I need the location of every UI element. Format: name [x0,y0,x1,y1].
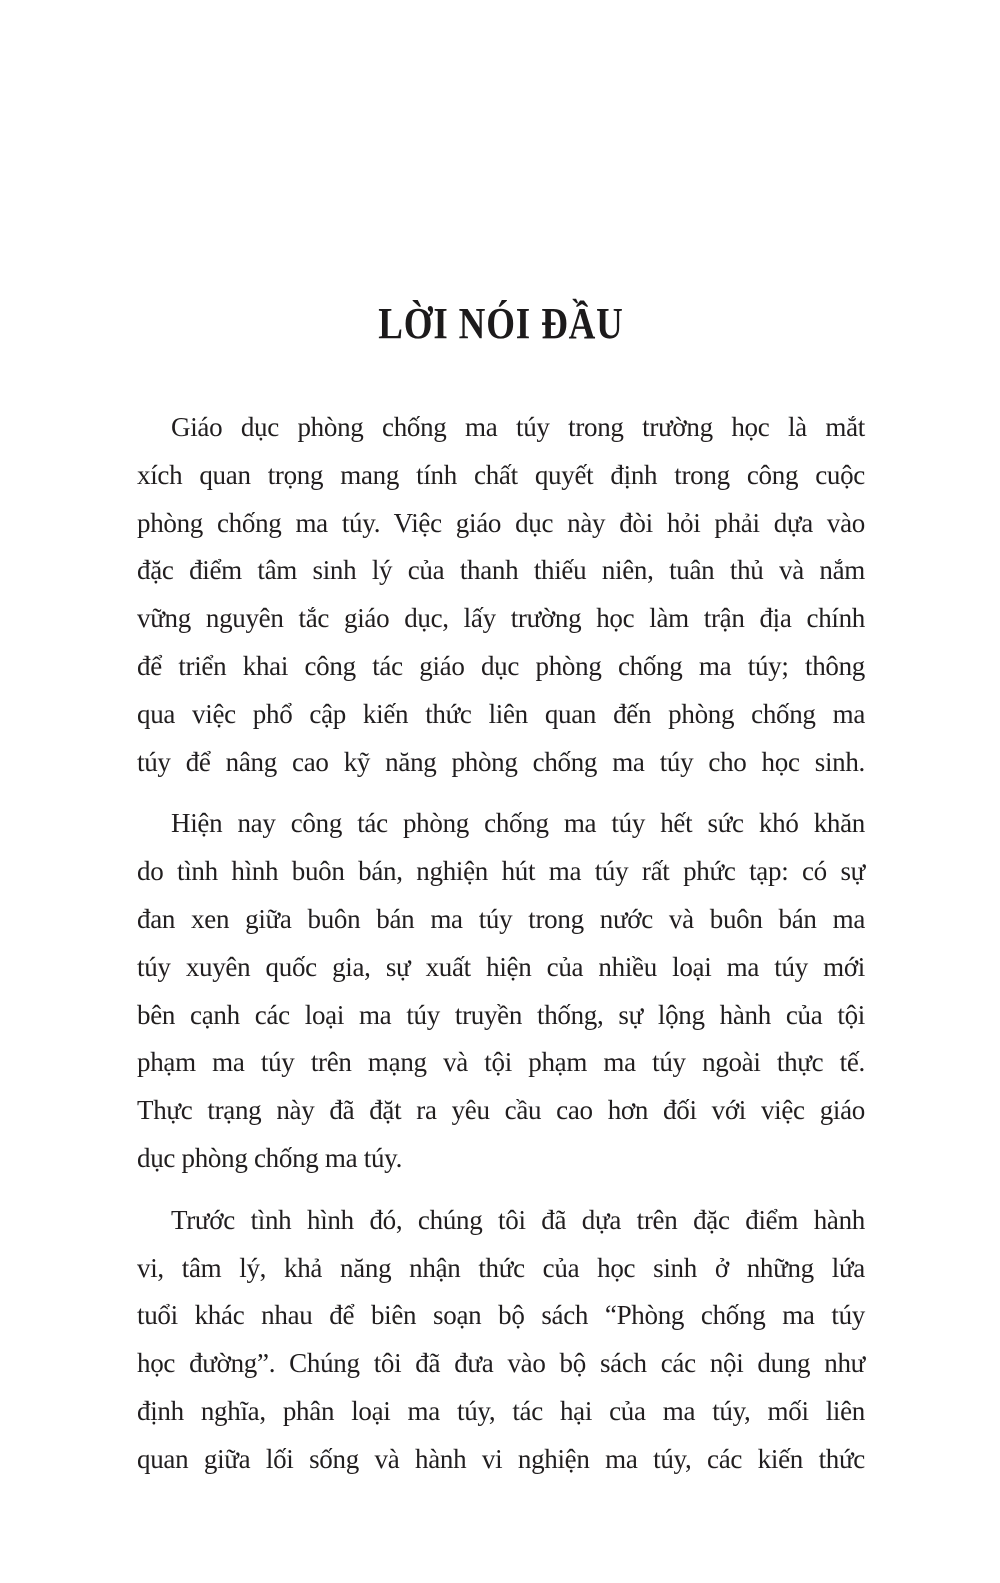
text-line: Giáo dục phòng chống ma túy trong trường học là mắt [171,412,865,442]
text-line: để triển khai công tác giáo dục phòng chống ma túy; thông [137,650,865,681]
text-line: phạm ma túy trên mạng và tội phạm ma túy ngoài thực tế. [137,1047,865,1078]
text-line: qua việc phổ cập kiến thức liên quan đến phòng chống ma [137,698,865,729]
text-line: Thực trạng này đã đặt ra yêu cầu cao hơn đối với việc giáo [137,1095,865,1126]
page-title: LỜI NÓI ĐẦU [378,299,624,348]
text-line: vi, tâm lý, khả năng nhận thức của học sinh ở những lứa [137,1252,865,1283]
text-line: đặc điểm tâm sinh lý của thanh thiếu niên, tuân thủ và nắm [137,555,865,586]
text-line: định nghĩa, phân loại ma túy, tác hại của ma túy, mối liên [137,1395,865,1426]
text-line: dục phòng chống ma túy. [137,1142,403,1173]
text-line: bên cạnh các loại ma túy truyền thống, sự lộng hành của tội [137,999,865,1030]
text-line: phòng chống ma túy. Việc giáo dục này đòi hỏi phải dựa vào [137,507,865,538]
text-line: đan xen giữa buôn bán ma túy trong nước và buôn bán ma [137,903,865,934]
text-line: túy để nâng cao kỹ năng phòng chống ma túy cho học sinh. [137,746,865,777]
text-line: túy xuyên quốc gia, sự xuất hiện của nhiều loại ma túy mới [137,951,865,982]
text-line: tuổi khác nhau để biên soạn bộ sách “Phòng chống ma túy [137,1300,865,1331]
text-line: Trước tình hình đó, chúng tôi đã dựa trên đặc điểm hành [171,1204,865,1235]
text-line: học đường”. Chúng tôi đã đưa vào bộ sách các nội dung như [137,1348,865,1379]
text-line: xích quan trọng mang tính chất quyết định trong công cuộc [137,459,865,490]
body-text [137,404,865,1484]
text-line: quan giữa lối sống và hành vi nghiện ma túy, các kiến thức [137,1443,865,1474]
text-line: Hiện nay công tác phòng chống ma túy hết sức khó khăn [171,808,865,839]
paragraph [137,1197,865,1484]
text-line: vững nguyên tắc giáo dục, lấy trường học làm trận địa chính [137,603,865,634]
paragraph [137,800,865,1182]
paragraph [137,404,865,786]
text-block [137,296,865,1498]
text-line: do tình hình buôn bán, nghiện hút ma túy rất phức tạp: có sự [137,856,865,887]
